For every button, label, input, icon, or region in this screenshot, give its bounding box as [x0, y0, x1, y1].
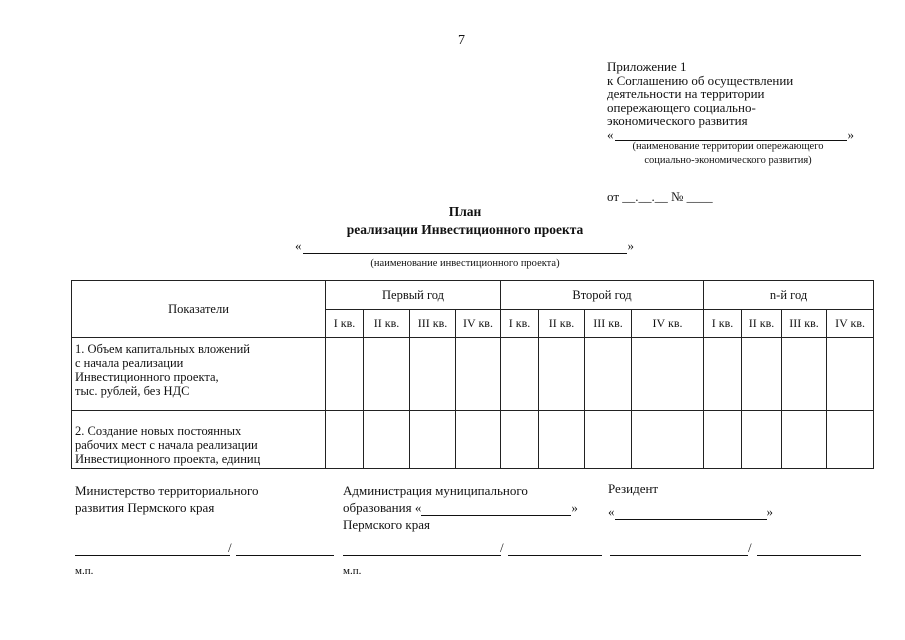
data-cell[interactable]: [410, 338, 456, 411]
signature-line: [343, 555, 501, 556]
row-label-line: рабочих мест с начала реализации: [75, 438, 258, 452]
year-header-nth: n-й год: [704, 281, 874, 310]
data-cell[interactable]: [501, 338, 539, 411]
resident-name-blank: [608, 503, 773, 520]
annex-line: деятельности на территории: [607, 86, 765, 101]
signature-line: [75, 555, 230, 556]
data-cell[interactable]: [539, 338, 585, 411]
signature-administration: [343, 482, 578, 533]
data-cell[interactable]: [704, 338, 742, 411]
signature-ministry: [75, 482, 259, 516]
data-cell[interactable]: [827, 411, 874, 469]
municipality-name-blank: [343, 499, 578, 516]
caption-line: (наименование территории опережающего: [632, 141, 824, 152]
year-header-second: Второй год: [501, 281, 704, 310]
data-cell[interactable]: [326, 411, 364, 469]
quote-close: »: [571, 500, 578, 515]
signature-slash: /: [228, 540, 232, 555]
quote-close: »: [847, 126, 854, 142]
signature-label: Пермского края: [343, 517, 430, 532]
caption-line: социально-экономического развития): [644, 155, 812, 166]
data-cell[interactable]: [364, 411, 410, 469]
municipality-name-line: [421, 503, 571, 516]
signature-line: [610, 555, 748, 556]
quarter-header: I кв.: [326, 310, 364, 338]
data-cell[interactable]: [410, 411, 456, 469]
quote-open: «: [608, 504, 615, 519]
plan-table: [71, 280, 874, 469]
quarter-header: III кв.: [585, 310, 632, 338]
signature-name-line: [236, 555, 334, 556]
annex-line: экономического развития: [607, 113, 748, 128]
row-label-line: Инвестиционного проекта, единиц: [75, 452, 261, 466]
quarter-header: IV кв.: [827, 310, 874, 338]
quote-open: «: [607, 126, 614, 142]
data-cell[interactable]: [585, 338, 632, 411]
data-cell[interactable]: [364, 338, 410, 411]
signature-label: развития Пермского края: [75, 500, 215, 515]
page-number: 7: [458, 33, 465, 48]
data-cell[interactable]: [456, 411, 501, 469]
signature-resident: [608, 480, 773, 520]
data-cell[interactable]: [585, 411, 632, 469]
territory-name-blank: [607, 128, 854, 142]
territory-name-caption: [612, 140, 844, 168]
row-label-line: Инвестиционного проекта,: [75, 370, 219, 384]
data-cell[interactable]: [456, 338, 501, 411]
row-label-line: 2. Создание новых постоянных: [75, 424, 242, 438]
data-cell[interactable]: [827, 338, 874, 411]
year-header-first: Первый год: [326, 281, 501, 310]
row-label-new-jobs: [72, 411, 326, 469]
row-label-line: тыс. рублей, без НДС: [75, 384, 190, 398]
signature-slash: /: [748, 540, 752, 555]
signature-label: Администрация муниципального: [343, 483, 528, 498]
data-cell[interactable]: [704, 411, 742, 469]
plan-subtitle: реализации Инвестиционного проекта: [346, 222, 584, 237]
signature-name-line: [508, 555, 602, 556]
data-cell[interactable]: [742, 338, 782, 411]
signature-slash: /: [500, 540, 504, 555]
project-name-caption: (наименование инвестиционного проекта): [370, 258, 560, 269]
row-label-line: с начала реализации: [75, 356, 184, 370]
signature-name-line: [757, 555, 861, 556]
quarter-header: I кв.: [501, 310, 539, 338]
table-header-row: [72, 281, 874, 310]
quarter-header: III кв.: [410, 310, 456, 338]
row-label-line: 1. Объем капитальных вложений: [75, 342, 250, 356]
quarter-header: I кв.: [704, 310, 742, 338]
data-cell[interactable]: [742, 411, 782, 469]
quarter-header: II кв.: [539, 310, 585, 338]
quote-close: »: [766, 504, 773, 519]
date-number-line: от __.__.__ № ____: [607, 189, 713, 204]
quarter-header: III кв.: [782, 310, 827, 338]
plan-title: План: [448, 204, 482, 219]
project-name-blank: [295, 238, 634, 254]
data-cell[interactable]: [632, 338, 704, 411]
annex-line: опережающего социально-: [607, 99, 756, 115]
quote-close: »: [627, 238, 634, 253]
annex-heading: [607, 60, 854, 141]
signature-label: Министерство территориального: [75, 483, 259, 498]
data-cell[interactable]: [501, 411, 539, 469]
table-row: [72, 411, 874, 469]
table-row: [72, 338, 874, 411]
quarter-header: IV кв.: [456, 310, 501, 338]
data-cell[interactable]: [782, 411, 827, 469]
annex-line: к Соглашению об осуществлении: [607, 72, 794, 88]
data-cell[interactable]: [326, 338, 364, 411]
stamp-place-ministry: м.п.: [75, 565, 94, 577]
quarter-header: II кв.: [742, 310, 782, 338]
indicators-header: Показатели: [72, 281, 326, 338]
data-cell[interactable]: [539, 411, 585, 469]
stamp-place-administration: м.п.: [343, 565, 362, 577]
resident-name-line: [615, 507, 767, 520]
quarter-header: II кв.: [364, 310, 410, 338]
data-cell[interactable]: [782, 338, 827, 411]
annex-line: Приложение 1: [607, 59, 687, 74]
project-name-line: [303, 241, 627, 254]
quarter-header: IV кв.: [632, 310, 704, 338]
signature-label: образования «: [343, 500, 422, 515]
signature-label: Резидент: [608, 481, 659, 496]
row-label-capital-investment: [72, 338, 326, 411]
data-cell[interactable]: [632, 411, 704, 469]
quote-open: «: [295, 238, 302, 253]
